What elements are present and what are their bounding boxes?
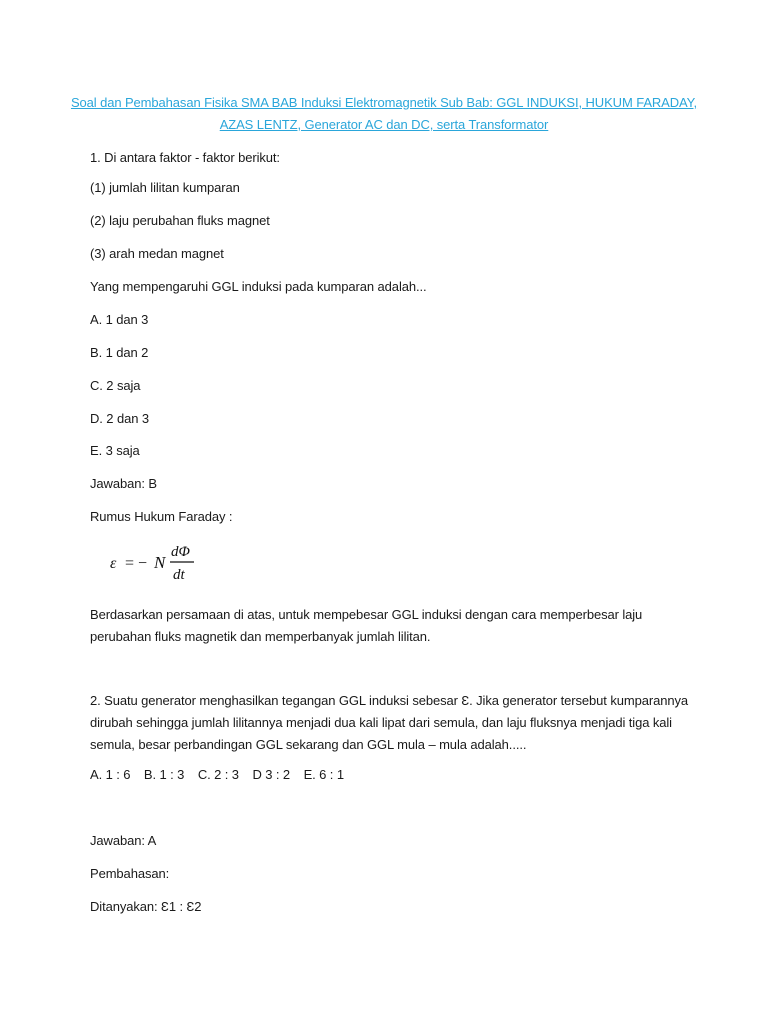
formula-epsilon: ε [110, 555, 117, 572]
question-1-prompt: Yang mempengaruhi GGL induksi pada kumparan adalah... [90, 279, 427, 294]
formula-equals: = − [125, 555, 148, 572]
option-2a: A. 1 : 6 [90, 767, 131, 782]
answer-2: Jawaban: A [90, 833, 157, 848]
factor-1: (1) jumlah lilitan kumparan [90, 180, 240, 195]
factor-3: (3) arah medan magnet [90, 246, 224, 261]
explanation-1 [90, 604, 690, 648]
explanation-1-line-2: perubahan fluks magnetik dan memperbanyak jumlah lilitan. [90, 629, 431, 644]
title-line-1[interactable]: Soal dan Pembahasan Fisika SMA BAB Induksi Elektromagnetik Sub Bab: GGL INDUKSI, HUKUM FARADAY, [70, 95, 698, 110]
option-2d: D 3 : 2 [252, 767, 291, 782]
question-1-stem: 1. Di antara faktor - faktor berikut: [90, 150, 280, 165]
option-1c: C. 2 saja [90, 378, 141, 393]
explanation-1-line-1: Berdasarkan persamaan di atas, untuk mempebesar GGL induksi dengan cara memperbesar laju [90, 607, 643, 622]
discussion-label: Pembahasan: [90, 866, 170, 881]
question-2-line-3: semula, besar perbandingan GGL sekarang dan GGL mula – mula adalah..... [90, 737, 527, 752]
option-1e: E. 3 saja [90, 443, 140, 458]
formula-label: Rumus Hukum Faraday : [90, 509, 233, 524]
asked-label: Ditanyakan: Ɛ1 : Ɛ2 [90, 899, 202, 914]
option-1a: A. 1 dan 3 [90, 312, 149, 327]
document-title-link[interactable] [60, 92, 708, 136]
option-1b: B. 1 dan 2 [90, 345, 149, 360]
factor-2: (2) laju perubahan fluks magnet [90, 213, 270, 228]
option-2b: B. 1 : 3 [143, 767, 185, 782]
question-2-options [90, 767, 354, 783]
faraday-formula-image [108, 540, 218, 584]
option-1d: D. 2 dan 3 [90, 411, 149, 426]
title-line-2[interactable]: AZAS LENTZ, Generator AC dan DC, serta Transformator [219, 117, 549, 132]
question-2-stem [90, 690, 690, 756]
option-2e: E. 6 : 1 [303, 767, 344, 782]
question-2-line-1: 2. Suatu generator menghasilkan tegangan GGL induksi sebesar Ɛ. Jika generator tersebut kumparannya [90, 693, 689, 708]
formula-denominator: dt [173, 567, 185, 583]
answer-1: Jawaban: B [90, 476, 157, 491]
question-2-line-2: dirubah sehingga jumlah lilitannya menjadi dua kali lipat dari semula, dan laju fluksnya menjadi tiga kali [90, 715, 672, 730]
formula-numerator: dΦ [171, 544, 190, 560]
formula-n: N [154, 553, 166, 572]
option-2c: C. 2 : 3 [197, 767, 239, 782]
